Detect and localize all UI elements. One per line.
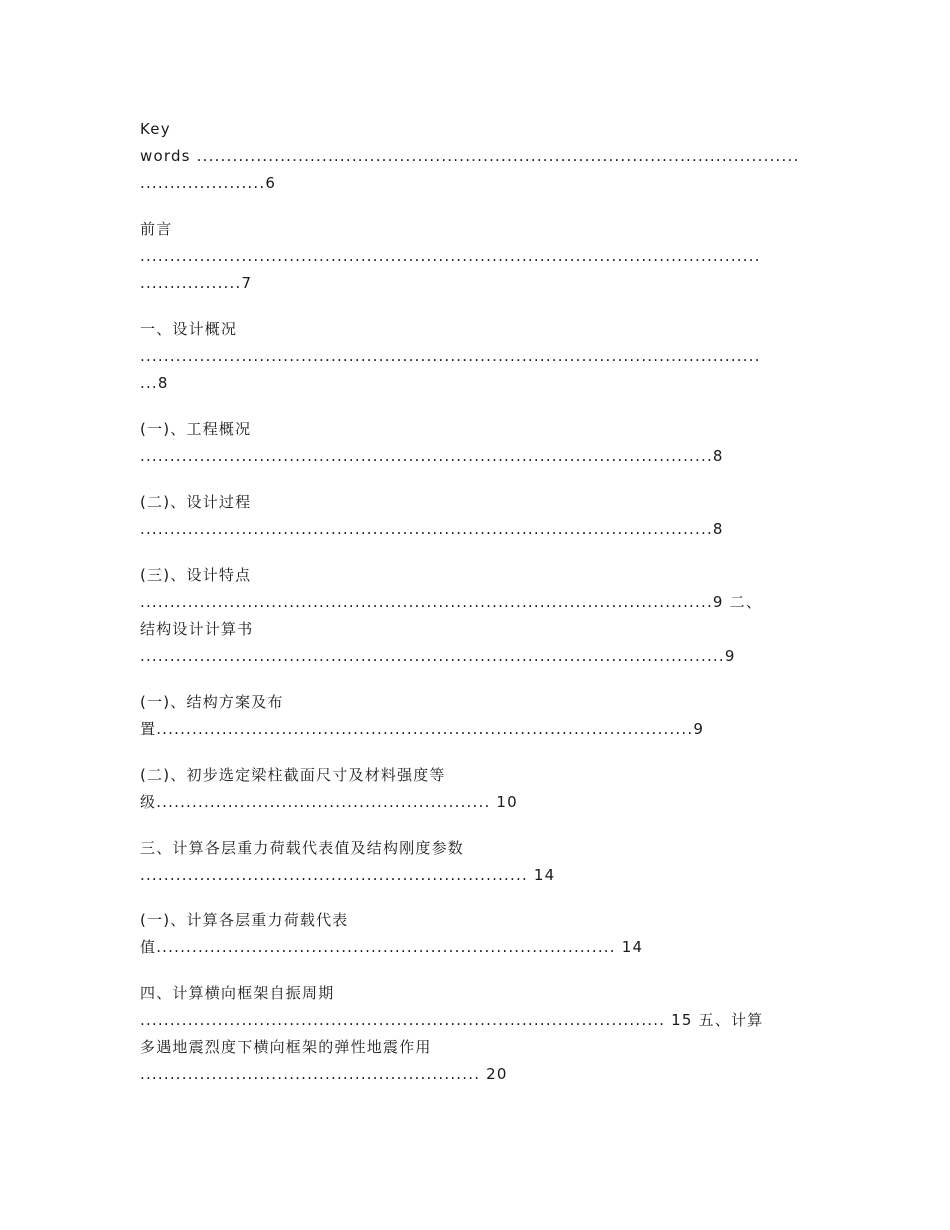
toc-line-seismic-2: ......................................................... 20 (140, 1065, 508, 1083)
toc-line-scheme-1: (一)、结构方案及布 (140, 693, 284, 711)
toc-line-features-1: (三)、设计特点 (140, 566, 252, 584)
toc-line-process-2: ................................................................................................8 (140, 520, 724, 538)
toc-line-preface-3: .................7 (140, 274, 253, 292)
toc-line-features-2: ................................................................................................9 二、 (140, 593, 763, 611)
toc-line-keywords-2: words ..................................................................................................... (140, 147, 800, 165)
toc-line-seismic-1: 多遇地震烈度下横向框架的弹性地震作用 (140, 1038, 432, 1056)
toc-line-overview-1: 一、设计概况 (140, 320, 238, 338)
toc-line-scheme-2: 置..........................................................................................9 (140, 720, 705, 738)
toc-line-calcbook-2: ..................................................................................................9 (140, 647, 736, 665)
toc-line-section-2: 级........................................................ 10 (140, 793, 518, 811)
toc-line-preface-2: ........................................................................................................ (140, 247, 761, 265)
toc-line-section-1: (二)、初步选定梁柱截面尺寸及材料强度等 (140, 766, 446, 784)
toc-line-preface-1: 前言 (140, 220, 173, 238)
toc-line-calcbook-1: 结构设计计算书 (140, 620, 254, 638)
toc-line-overview-3: ...8 (140, 374, 169, 392)
toc-line-load-2: 值............................................................................. 14 (140, 938, 644, 956)
toc-line-load-1: (一)、计算各层重力荷载代表 (140, 911, 349, 929)
toc-line-keywords-3: .....................6 (140, 174, 277, 192)
toc-line-gravity-1: 三、计算各层重力荷载代表值及结构刚度参数 (140, 839, 465, 857)
toc-line-period-1: 四、计算横向框架自振周期 (140, 984, 335, 1002)
toc-line-project-1: (一)、工程概况 (140, 420, 252, 438)
toc-line-overview-2: ........................................................................................................ (140, 347, 761, 365)
toc-line-project-2: ................................................................................................8 (140, 447, 724, 465)
toc-line-period-2: ........................................................................................ 15 五、计算 (140, 1011, 764, 1029)
toc-line-gravity-2: ................................................................. 14 (140, 866, 556, 884)
toc-line-keywords-1: Key (140, 120, 171, 138)
toc-line-process-1: (二)、设计过程 (140, 493, 252, 511)
